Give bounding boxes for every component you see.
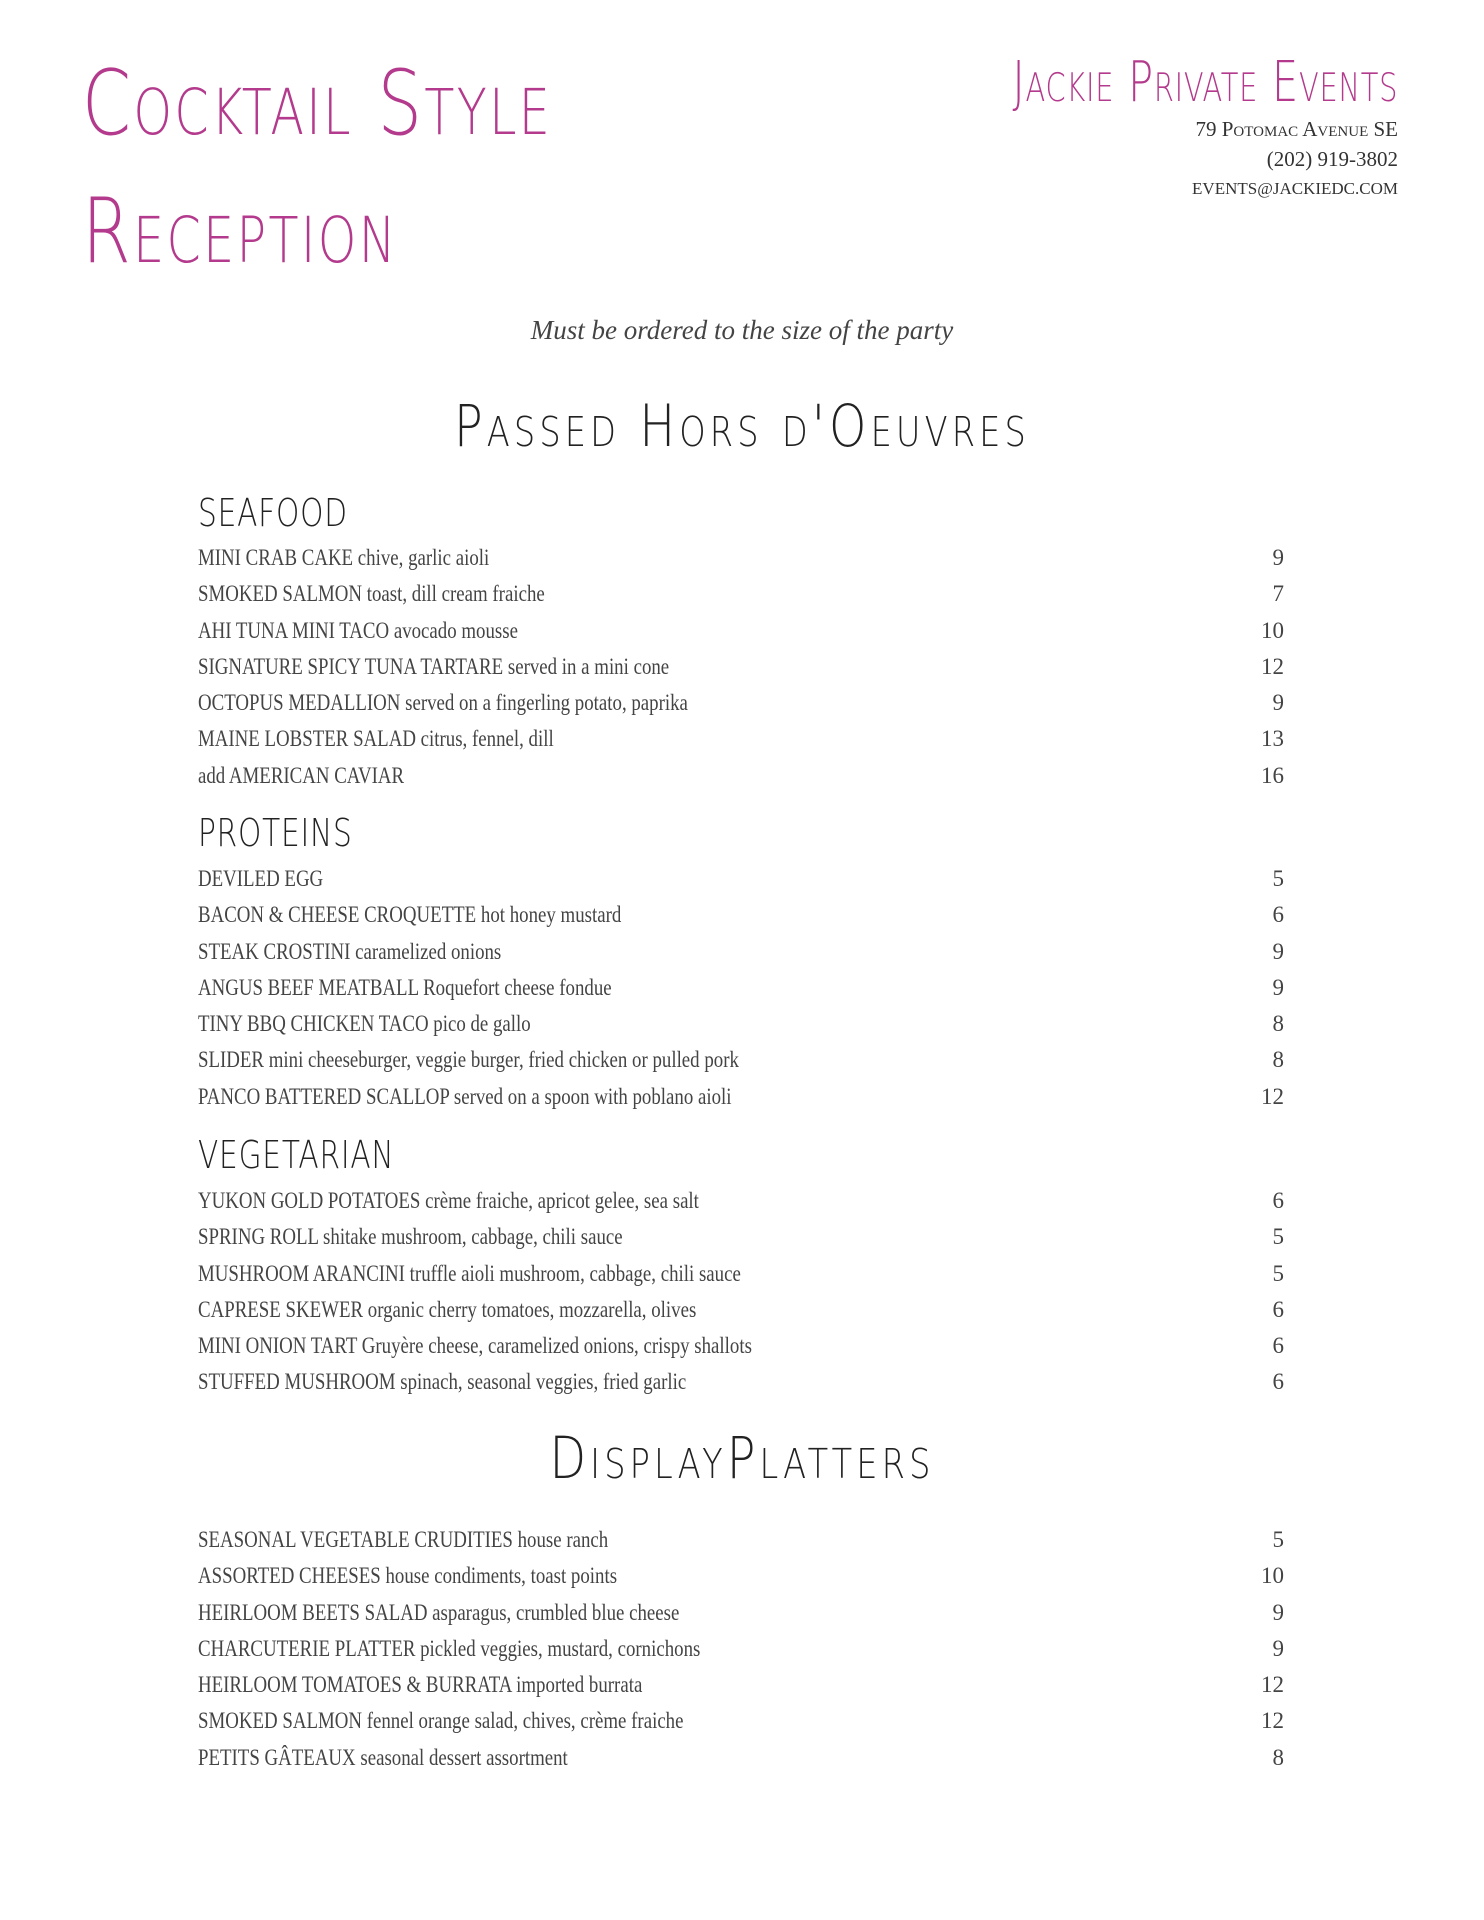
company-email: EVENTS@JACKIEDC.COM <box>1192 179 1398 198</box>
menu-item <box>198 1183 1284 1219</box>
menu-item-price: 6 <box>1272 1296 1284 1322</box>
menu-item-name: OCTOPUS MEDALLION served on a fingerling potato, paprika <box>198 690 688 716</box>
menu-item-name: ASSORTED CHEESES house condiments, toast points <box>198 1563 618 1589</box>
menu-item <box>198 685 1284 721</box>
menu-item-name: CHARCUTERIE PLATTER pickled veggies, mustard, cornichons <box>198 1635 701 1661</box>
menu-item <box>198 649 1284 685</box>
section-title-passed: Passed Hors d'Oeuvres <box>454 392 1030 460</box>
menu-item <box>198 1079 1284 1115</box>
ordering-note: Must be ordered to the size of the party <box>530 315 954 345</box>
menu-item-name: SMOKED SALMON fennel orange salad, chives, crème fraiche <box>198 1708 684 1734</box>
menu-item-price: 6 <box>1272 1333 1284 1359</box>
menu-item-price: 12 <box>1261 1672 1284 1698</box>
menu-item-price: 9 <box>1272 1599 1284 1625</box>
menu-item-name: AHI TUNA MINI TACO avocado mousse <box>198 617 518 643</box>
menu-item-name: PANCO BATTERED SCALLOP served on a spoon with poblano aioli <box>198 1083 732 1109</box>
menu-list-seafood <box>198 540 1284 794</box>
menu-item-price: 8 <box>1272 1011 1284 1037</box>
menu-list-proteins <box>198 861 1284 1115</box>
menu-item <box>198 1667 1284 1703</box>
menu-item-price: 10 <box>1261 617 1284 643</box>
page-title-line-2: Reception <box>82 179 398 284</box>
menu-item-price: 7 <box>1272 581 1284 607</box>
menu-item <box>198 540 1284 576</box>
company-address: 79 Potomac Avenue SE <box>1195 117 1398 141</box>
menu-item <box>198 934 1284 970</box>
page-title <box>82 40 552 296</box>
menu-item-price: 8 <box>1272 1744 1284 1770</box>
menu-item-price: 12 <box>1261 1708 1284 1734</box>
menu-item-name: TINY BBQ CHICKEN TACO pico de gallo <box>198 1011 531 1037</box>
menu-item-name: ANGUS BEEF MEATBALL Roquefort cheese fondue <box>198 974 612 1000</box>
menu-item-price: 16 <box>1261 762 1284 788</box>
menu-item <box>198 613 1284 649</box>
company-name: Jackie Private Events <box>1012 50 1398 115</box>
menu-item-name: MAINE LOBSTER SALAD citrus, fennel, dill <box>198 726 554 752</box>
company-phone: (202) 919-3802 <box>1266 147 1398 171</box>
menu-item <box>198 1328 1284 1364</box>
menu-item-name: STEAK CROSTINI caramelized onions <box>198 938 502 964</box>
menu-item-name: CAPRESE SKEWER organic cherry tomatoes, mozzarella, olives <box>198 1296 697 1322</box>
page-title-line-1: Cocktail Style <box>82 51 553 156</box>
menu-item <box>198 1364 1284 1400</box>
menu-item <box>198 1740 1284 1776</box>
menu-item-name: DEVILED EGG <box>198 866 324 891</box>
menu-item-price: 13 <box>1261 726 1284 752</box>
menu-item-name: MINI CRAB CAKE chive, garlic aioli <box>198 545 490 570</box>
menu-item <box>198 970 1284 1006</box>
menu-item-price: 9 <box>1272 1635 1284 1661</box>
menu-item-price: 5 <box>1272 1224 1284 1250</box>
menu-item-price: 5 <box>1272 1527 1284 1552</box>
menu-item <box>198 1631 1284 1667</box>
menu-item-price: 10 <box>1261 1563 1284 1589</box>
menu-item <box>198 1219 1284 1255</box>
menu-item <box>198 721 1284 757</box>
menu-item-name: PETITS GÂTEAUX seasonal dessert assortment <box>198 1744 568 1770</box>
menu-item-name: STUFFED MUSHROOM spinach, seasonal veggies, fried garlic <box>198 1369 687 1395</box>
menu-item <box>198 758 1284 794</box>
section-title-display: DisplayPlatters <box>549 1424 935 1492</box>
category-vegetarian: VEGETARIAN <box>198 1133 395 1177</box>
menu-item-name: SEASONAL VEGETABLE CRUDITIES house ranch <box>198 1527 609 1552</box>
menu-item-name: SMOKED SALMON toast, dill cream fraiche <box>198 581 545 607</box>
menu-item-price: 9 <box>1272 545 1284 570</box>
menu-item-price: 6 <box>1272 1188 1284 1213</box>
menu-item-name: MINI ONION TART Gruyère cheese, caramelized onions, crispy shallots <box>198 1333 752 1359</box>
menu-item-price: 6 <box>1272 902 1284 928</box>
menu-item <box>198 1703 1284 1739</box>
menu-item-name: YUKON GOLD POTATOES crème fraiche, apricot gelee, sea salt <box>198 1188 699 1213</box>
menu-item-price: 12 <box>1261 1083 1284 1109</box>
company-info <box>877 52 1398 204</box>
menu-item <box>198 897 1284 933</box>
menu-item-price: 8 <box>1272 1047 1284 1073</box>
menu-item-name: add AMERICAN CAVIAR <box>198 762 405 788</box>
menu-item <box>198 1042 1284 1078</box>
category-seafood: SEAFOOD <box>198 491 348 535</box>
menu-item-name: BACON & CHEESE CROQUETTE hot honey mustard <box>198 902 622 928</box>
menu-item-name: SPRING ROLL shitake mushroom, cabbage, chili sauce <box>198 1224 623 1250</box>
menu-list-vegetarian <box>198 1183 1284 1401</box>
menu-item-price: 9 <box>1272 938 1284 964</box>
menu-item-price: 12 <box>1261 653 1284 679</box>
menu-item-price: 5 <box>1272 866 1284 891</box>
menu-item <box>198 1595 1284 1631</box>
menu-list-display <box>198 1522 1284 1776</box>
menu-item-price: 5 <box>1272 1260 1284 1286</box>
menu-item-price: 9 <box>1272 690 1284 716</box>
menu-item-price: 6 <box>1272 1369 1284 1395</box>
menu-item <box>198 576 1284 612</box>
menu-item-name: HEIRLOOM TOMATOES & BURRATA imported burrata <box>198 1672 643 1698</box>
menu-item-name: HEIRLOOM BEETS SALAD asparagus, crumbled blue cheese <box>198 1599 680 1625</box>
menu-item-price: 9 <box>1272 974 1284 1000</box>
menu-item <box>198 1256 1284 1292</box>
menu-item <box>198 861 1284 897</box>
menu-item <box>198 1292 1284 1328</box>
menu-item-name: MUSHROOM ARANCINI truffle aioli mushroom, cabbage, chili sauce <box>198 1260 741 1286</box>
menu-item <box>198 1006 1284 1042</box>
menu-item <box>198 1522 1284 1558</box>
menu-item-name: SLIDER mini cheeseburger, veggie burger, fried chicken or pulled pork <box>198 1047 739 1073</box>
menu-item <box>198 1558 1284 1594</box>
category-proteins: PROTEINS <box>198 811 353 855</box>
menu-item-name: SIGNATURE SPICY TUNA TARTARE served in a mini cone <box>198 653 670 679</box>
